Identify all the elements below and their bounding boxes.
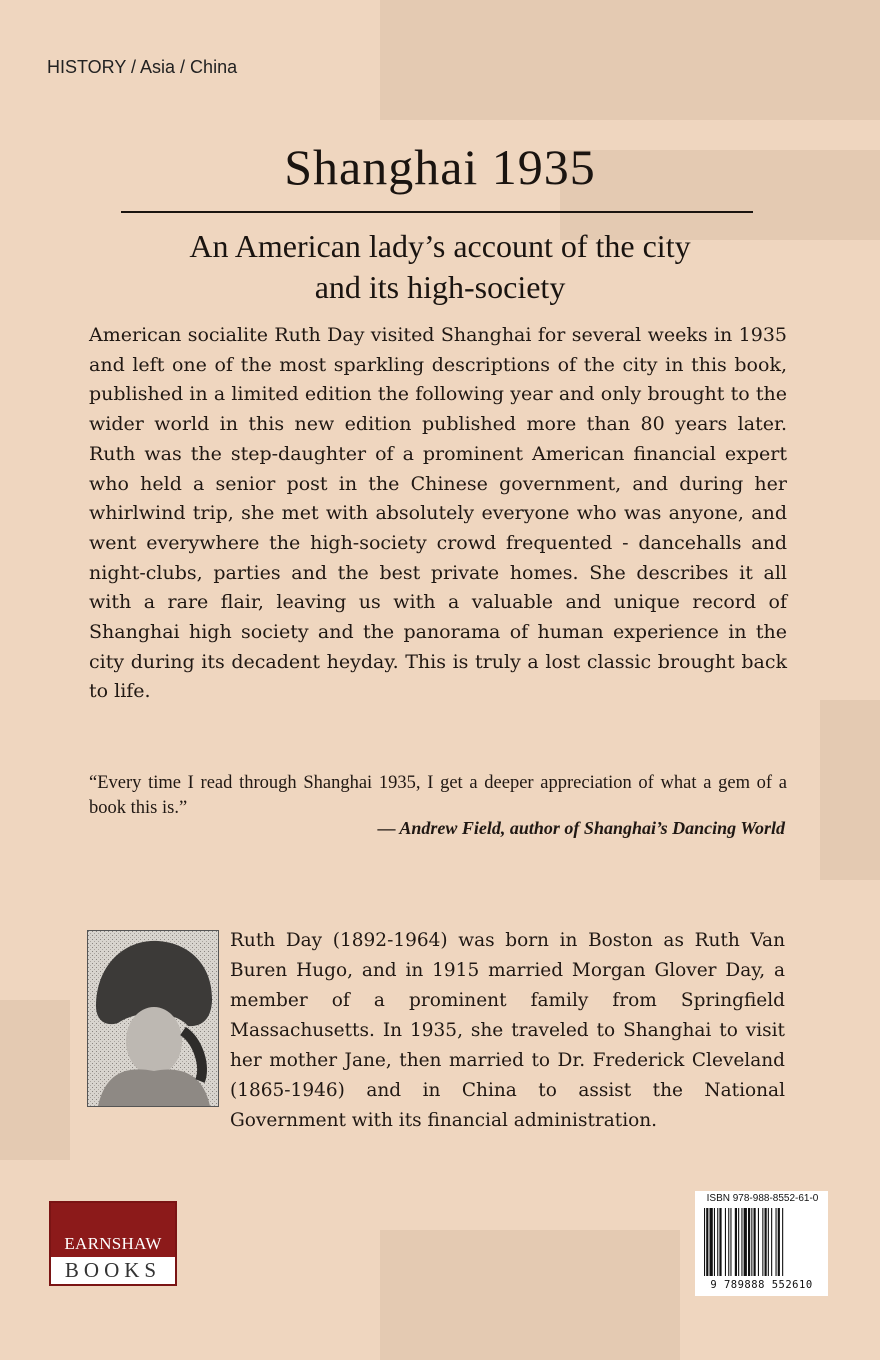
review-quote: “Every time I read through Shanghai 1935, I get a deeper appreciation of what a gem of a book this is.”: [89, 773, 787, 818]
author-bio: Ruth Day (1892-1964) was born in Boston as Ruth Van Buren Hugo, and in 1915 married Morgan Glover Day, a member of a prominent family from Springfield Massachusetts. In 1935, she traveled to Shanghai to visit her mother Jane, then married to Dr. Frederick Cleveland (1865-1946) and in China to assist the National Government with its financial administration.: [230, 930, 785, 1131]
barcode-bar: [762, 1208, 763, 1276]
author-portrait-image: [88, 931, 218, 1106]
isbn-label: ISBN 978-988-8552-61-0: [706, 1193, 819, 1204]
barcode-bar: [738, 1208, 739, 1276]
background-texture: [380, 0, 880, 120]
barcode-bar: [719, 1208, 721, 1276]
barcode-bar: [765, 1208, 767, 1276]
background-texture: [0, 1000, 70, 1160]
barcode-bar: [758, 1208, 759, 1276]
barcode-bar: [735, 1208, 737, 1276]
barcode-bar: [754, 1208, 756, 1276]
barcode-bar: [782, 1208, 783, 1276]
background-texture: [820, 700, 880, 880]
isbn-barcode: [695, 1191, 828, 1296]
barcode-bar: [778, 1208, 780, 1276]
barcode-bar: [741, 1208, 742, 1276]
barcode-bar: [744, 1208, 747, 1276]
barcode-bar: [710, 1208, 713, 1276]
book-subtitle: [100, 226, 780, 308]
barcode-bar: [728, 1208, 729, 1276]
publisher-logo: [49, 1201, 177, 1286]
barcode-bar: [704, 1208, 705, 1276]
barcode-bar: [771, 1208, 772, 1276]
publisher-name-top: EARNSHAW: [64, 1234, 162, 1253]
barcode-bar: [706, 1208, 708, 1276]
barcode-bar: [768, 1208, 769, 1276]
title-divider: [121, 211, 753, 213]
background-texture: [380, 1230, 680, 1360]
publisher-name-bottom: BOOKS: [64, 1258, 162, 1282]
barcode-bar: [725, 1208, 726, 1276]
quote-attribution: — Andrew Field, author of Shanghai’s Dancing World: [377, 818, 785, 838]
barcode-bar: [776, 1208, 777, 1276]
category-label: HISTORY / Asia / China: [47, 57, 238, 77]
subtitle-line-1: An American lady’s account of the city: [189, 228, 691, 264]
publisher-logo-top: [51, 1203, 175, 1257]
barcode-bar: [751, 1208, 752, 1276]
book-description: American socialite Ruth Day visited Shanghai for several weeks in 1935 and left one of the most sparkling descriptions of the city in this book, published in a limited edition the following year and only brought to the wider world in this new edition published more than 80 years later. Ruth was the step-daughter of a prominent American financial expert who held a senior post in the Chinese government, and during her whirlwind trip, she met with absolutely everyone who was anyone, and went everywhere the high-society crowd frequented - dancehalls and night-clubs, parties and the best private homes. She describes it all with a rare flair, leaving us with a valuable and unique record of Shanghai high society and the panorama of human experience in the city during its decadent heyday. This is truly a lost classic brought back to life.: [89, 324, 787, 703]
author-photo: [87, 930, 219, 1107]
barcode-bar: [730, 1208, 731, 1276]
barcode-digits: 9 789888 552610: [710, 1279, 813, 1291]
barcode-bar: [714, 1208, 715, 1276]
subtitle-line-2: and its high-society: [314, 269, 566, 305]
barcode-bars: [698, 1208, 825, 1280]
barcode-bar: [717, 1208, 718, 1276]
barcode-bar: [748, 1208, 750, 1276]
book-title: Shanghai 1935: [284, 139, 596, 195]
